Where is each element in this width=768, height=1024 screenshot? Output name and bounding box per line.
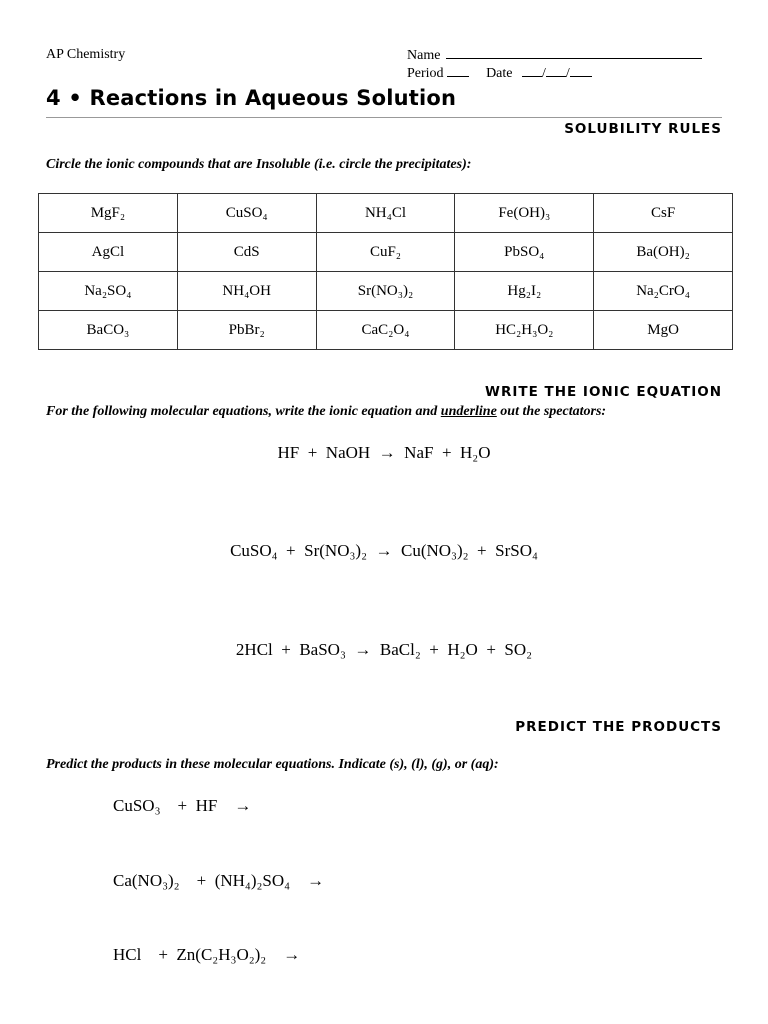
ionic-equation-3: 2HCl + BaSO₃ → BaCl₂ + H₂O + SO₂ — [235, 640, 533, 659]
ionic-equation-2: CuSO₄ + Sr(NO₃)₂ → Cu(NO₃)₂ + SrSO₄ — [230, 541, 538, 560]
compound-cell[interactable]: Na₂CrO₄ — [594, 272, 733, 311]
predict-instruction: Predict the products in these molecular equations. Indicate (s), (l), (g), or (aq): — [46, 757, 499, 772]
ionic-heading: WRITE THE IONIC EQUATION — [485, 384, 722, 400]
compound-cell[interactable]: PbSO₄ — [455, 233, 594, 272]
period-blank — [447, 65, 469, 77]
compound-cell[interactable]: Sr(NO₃)₂ — [316, 272, 455, 311]
date-year-blank — [570, 65, 592, 77]
compound-cell[interactable]: Hg₂I₂ — [455, 272, 594, 311]
compound-cell[interactable]: Ba(OH)₂ — [594, 233, 733, 272]
compound-cell[interactable]: CdS — [177, 233, 316, 272]
compound-cell[interactable]: CaC₂O₄ — [316, 311, 455, 350]
compound-cell[interactable]: CsF — [594, 194, 733, 233]
solubility-heading: SOLUBILITY RULES — [564, 121, 722, 137]
predict-equation-2: Ca(NO₃)₂ + (NH₄)₂SO₄ → — [113, 871, 325, 890]
compound-cell[interactable]: CuF₂ — [316, 233, 455, 272]
name-blank — [446, 47, 702, 59]
compound-row — [39, 233, 733, 272]
predict-equation-1: CuSO₃ + HF → — [113, 796, 252, 815]
compound-cell[interactable]: BaCO₃ — [39, 311, 178, 350]
ionic-instruction-text-a: For the following molecular equations, write the ionic equation and — [46, 404, 441, 419]
compound-row — [39, 194, 733, 233]
compound-cell[interactable]: AgCl — [39, 233, 178, 272]
compound-row — [39, 272, 733, 311]
ionic-instruction-underline: underline — [440, 404, 497, 419]
page-title: 4 • Reactions in Aqueous Solution — [46, 86, 457, 110]
ionic-instruction — [46, 404, 606, 420]
compound-cell[interactable]: NH₄Cl — [316, 194, 455, 233]
predict-heading: PREDICT THE PRODUCTS — [515, 719, 722, 735]
date-label: Date — [486, 66, 513, 81]
compound-cell[interactable]: PbBr₂ — [177, 311, 316, 350]
compound-cell[interactable]: HC₂H₃O₂ — [455, 311, 594, 350]
compound-cell[interactable]: MgO — [594, 311, 733, 350]
compound-cell[interactable]: Fe(OH)₃ — [455, 194, 594, 233]
period-label: Period — [407, 66, 444, 81]
ionic-instruction-text-b: out the spectators: — [496, 404, 607, 419]
compound-cell[interactable]: Na₂SO₄ — [39, 272, 178, 311]
name-label: Name — [407, 48, 441, 63]
period-date-row: Period Date / / — [407, 65, 592, 82]
name-field — [407, 47, 702, 64]
compound-table — [38, 193, 733, 350]
title-divider — [46, 117, 722, 118]
compound-cell[interactable]: MgF₂ — [39, 194, 178, 233]
compound-cell[interactable]: CuSO₄ — [177, 194, 316, 233]
predict-equation-3: HCl + Zn(C₂H₃O₂)₂ → — [113, 945, 301, 964]
date-day-blank — [546, 65, 566, 77]
date-month-blank — [522, 65, 542, 77]
ionic-equation-1: HF + NaOH → NaF + H₂O — [277, 443, 491, 462]
solubility-instruction: Circle the ionic compounds that are Insoluble (i.e. circle the precipitates): — [46, 157, 472, 172]
compound-row — [39, 311, 733, 350]
compound-cell[interactable]: NH₄OH — [177, 272, 316, 311]
course-label: AP Chemistry — [46, 47, 126, 62]
